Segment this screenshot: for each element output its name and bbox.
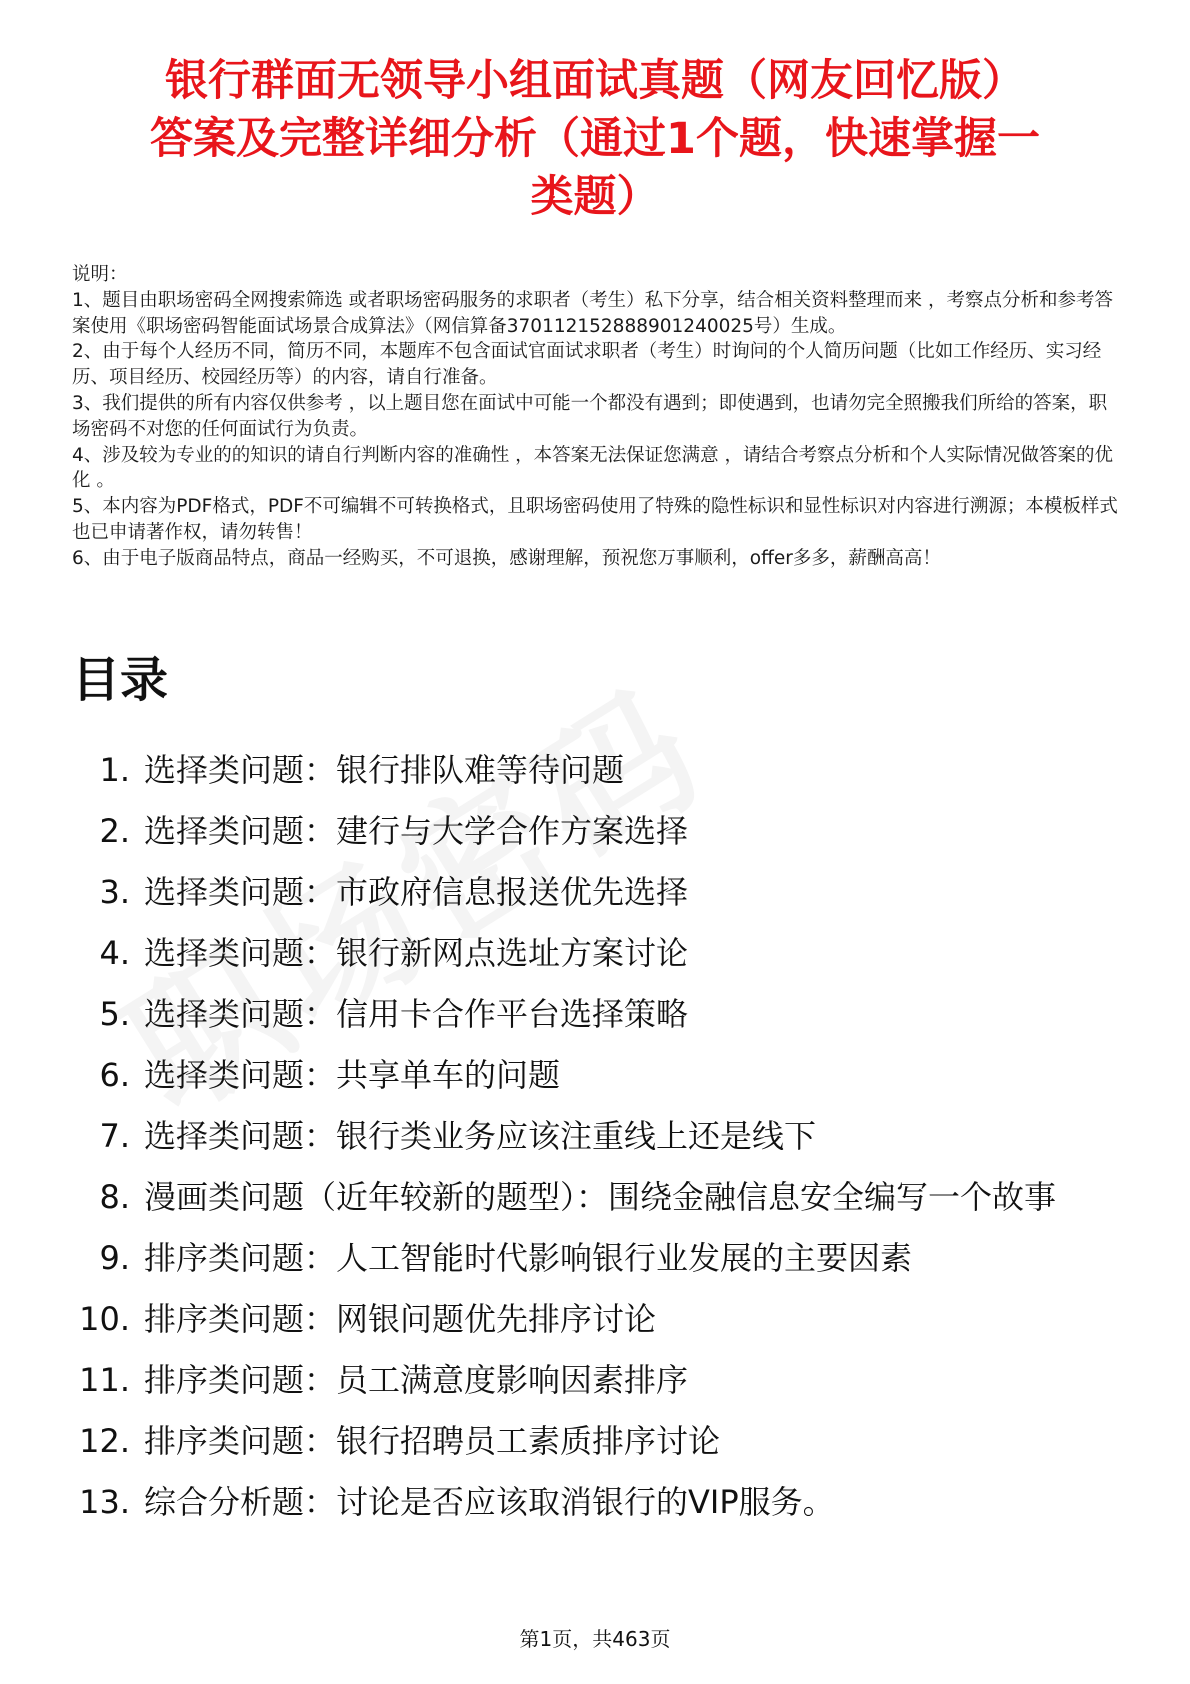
toc-item-number: 11. bbox=[79, 1361, 130, 1399]
toc-item-number: 10. bbox=[79, 1300, 130, 1338]
toc-item-text: 选择类问题：银行新网点选址方案讨论 bbox=[144, 934, 689, 972]
toc-item[interactable] bbox=[60, 1419, 1120, 1463]
toc-item-text: 选择类问题：共享单车的问题 bbox=[144, 1056, 561, 1094]
toc-item[interactable] bbox=[60, 1053, 1120, 1097]
toc-item-number: 3. bbox=[99, 873, 130, 911]
toc-item-text: 选择类问题：建行与大学合作方案选择 bbox=[144, 812, 689, 850]
notes-heading: 说明： bbox=[72, 264, 128, 285]
toc-item[interactable] bbox=[60, 870, 1120, 914]
toc-item-text: 选择类问题：信用卡合作平台选择策略 bbox=[144, 995, 689, 1033]
toc-item-text: 排序类问题：银行招聘员工素质排序讨论 bbox=[144, 1422, 721, 1460]
toc-item[interactable] bbox=[60, 1114, 1120, 1158]
toc-item-number: 12. bbox=[79, 1422, 130, 1460]
title-line-3: 类题） bbox=[530, 172, 660, 222]
note-item: 1、题目由职场密码全网搜索筛选 或者职场密码服务的求职者（考生）私下分享，结合相关资料整理而来 ，考察点分析和参考答案使用《职场密码智能面试场景合成算法》（网信算备370112152888901240025号）生成。 bbox=[72, 289, 1114, 337]
document-title bbox=[60, 52, 1130, 226]
toc-item-text: 排序类问题：员工满意度影响因素排序 bbox=[144, 1361, 689, 1399]
note-item: 6、由于电子版商品特点，商品一经购买，不可退换，感谢理解，预祝您万事顺利，offer多多，薪酬高高！ bbox=[72, 547, 941, 569]
toc-list bbox=[60, 748, 1120, 1541]
title-line-1: 银行群面无领导小组面试真题（网友回忆版） bbox=[165, 56, 1025, 106]
toc-heading: 目录 bbox=[72, 652, 169, 708]
toc-item-text: 选择类问题：银行类业务应该注重线上还是线下 bbox=[144, 1117, 817, 1155]
toc-item-text: 漫画类问题（近年较新的题型）：围绕金融信息安全编写一个故事 bbox=[144, 1178, 1057, 1216]
toc-item-number: 4. bbox=[99, 934, 130, 972]
note-item: 2、由于每个人经历不同，简历不同，本题库不包含面试官面试求职者（考生）时询问的个人简历问题（比如工作经历、实习经历、项目经历、校园经历等）的内容，请自行准备。 bbox=[72, 341, 1102, 389]
toc-item-text: 选择类问题：银行排队难等待问题 bbox=[144, 751, 625, 789]
toc-item-text: 综合分析题：讨论是否应该取消银行的VIP服务。 bbox=[144, 1483, 835, 1521]
page-footer: 第1页，共463页 bbox=[519, 1627, 671, 1651]
toc-item-number: 6. bbox=[99, 1056, 130, 1094]
toc-item-number: 7. bbox=[99, 1117, 130, 1155]
toc-item-text: 排序类问题：人工智能时代影响银行业发展的主要因素 bbox=[144, 1239, 913, 1277]
toc-item[interactable] bbox=[60, 748, 1120, 792]
toc-item[interactable] bbox=[60, 1297, 1120, 1341]
toc-item-text: 排序类问题：网银问题优先排序讨论 bbox=[144, 1300, 657, 1338]
toc-item-text: 选择类问题：市政府信息报送优先选择 bbox=[144, 873, 689, 911]
toc-item-number: 5. bbox=[99, 995, 130, 1033]
toc-item-number: 8. bbox=[99, 1178, 130, 1216]
toc-item[interactable] bbox=[60, 931, 1120, 975]
toc-item[interactable] bbox=[60, 992, 1120, 1036]
toc-item-number: 9. bbox=[99, 1239, 130, 1277]
note-item: 3、我们提供的所有内容仅供参考 ，以上题目您在面试中可能一个都没有遇到；即使遇到，也请勿完全照搬我们所给的答案，职场密码不对您的任何面试行为负责。 bbox=[72, 392, 1108, 440]
note-item: 5、本内容为PDF格式，PDF不可编辑不可转换格式，且职场密码使用了特殊的隐性标识和显性标识对内容进行溯源；本模板样式也已申请著作权，请勿转售！ bbox=[72, 496, 1118, 543]
toc-item[interactable] bbox=[60, 1358, 1120, 1402]
toc-item[interactable] bbox=[60, 809, 1120, 853]
toc-item[interactable] bbox=[60, 1480, 1120, 1524]
toc-item-number: 13. bbox=[79, 1483, 130, 1521]
toc-item[interactable] bbox=[60, 1175, 1120, 1219]
note-item: 4、涉及较为专业的的知识的请自行判断内容的准确性 ，本答案无法保证您满意 ，请结合考察点分析和个人实际情况做答案的优化 。 bbox=[72, 444, 1114, 492]
notes-section bbox=[72, 262, 1122, 572]
toc-item[interactable] bbox=[60, 1236, 1120, 1280]
toc-item-number: 2. bbox=[99, 812, 130, 850]
title-line-2: 答案及完整详细分析（通过1个题，快速掌握一 bbox=[150, 114, 1040, 164]
toc-item-number: 1. bbox=[99, 751, 130, 789]
